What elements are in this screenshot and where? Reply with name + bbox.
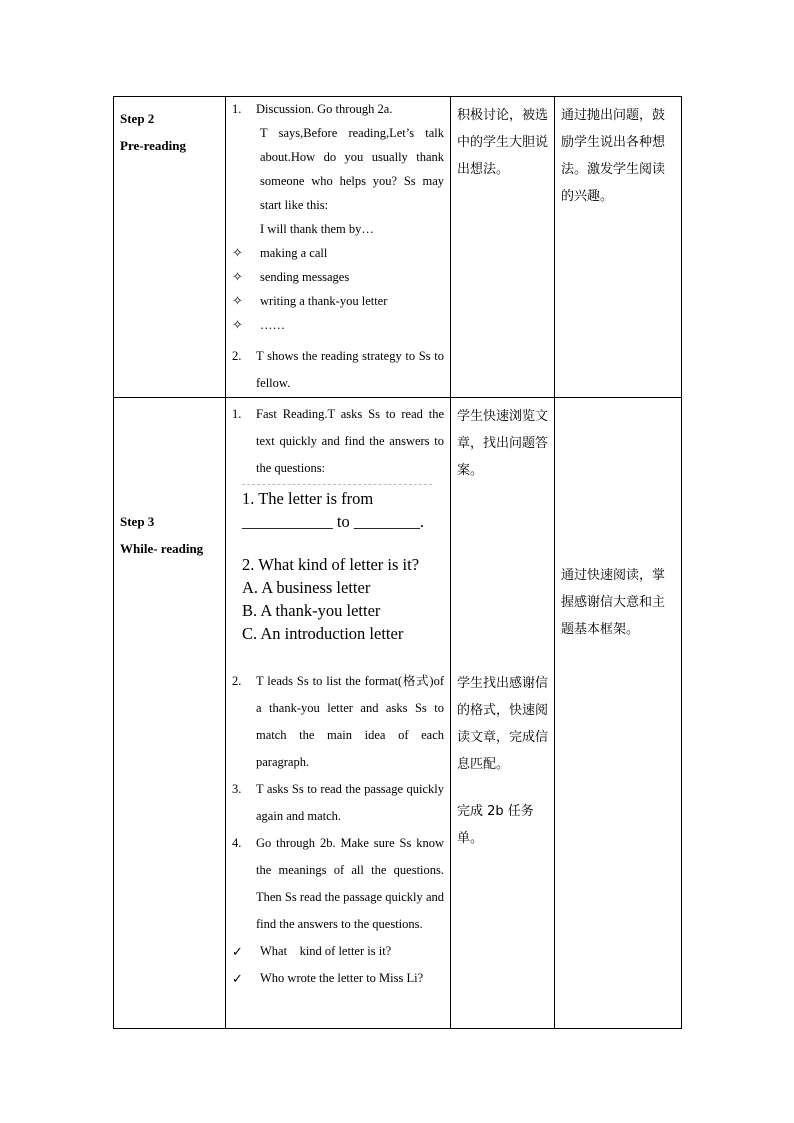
item-number: 2. (232, 349, 242, 363)
step3-student-cell (451, 398, 555, 1029)
purpose-text: 通过快速阅读，掌握感谢信大意和主题基本框架。 (561, 568, 666, 637)
student-activity-text: 完成 2b 任务单。 (457, 804, 534, 846)
step3-title: Step 3 (120, 514, 155, 529)
step2-row (114, 97, 682, 398)
bullet-text: sending messages (260, 270, 350, 284)
item-number: 1. (232, 102, 242, 116)
diamond-bullet-icon: ✧ (232, 317, 243, 332)
bullet-text: writing a thank-you letter (260, 294, 388, 308)
bullet-text: What kind of letter is it? (260, 944, 392, 958)
step3-label-cell (114, 398, 226, 1029)
diamond-bullet-icon: ✧ (232, 269, 243, 284)
purpose-text: 通过抛出问题，鼓励学生说出各种想法。激发学生阅读的兴趣。 (561, 108, 666, 204)
check-bullet-icon: ✓ (232, 971, 243, 986)
question-line: 1. The letter is from (242, 489, 374, 508)
bullet-text: making a call (260, 246, 328, 260)
student-activity-text: 学生找出感谢信的格式，快速阅读文章，完成信息匹配。 (457, 676, 549, 772)
question-line: 2. What kind of letter is it? (242, 555, 420, 574)
check-bullet-icon: ✓ (232, 944, 243, 959)
student-activity-text: 学生快速浏览文章，找出问题答案。 (457, 409, 549, 478)
diamond-bullet-icon: ✧ (232, 293, 243, 308)
step2-purpose-cell (555, 97, 682, 398)
activity-text: I will thank them by… (260, 222, 374, 236)
activity-text: Discussion. Go through 2a. (256, 102, 393, 116)
lesson-plan-table (113, 96, 682, 1029)
activity-text: Go through 2b. Make sure Ss know the meanings of all the questions. Then Ss read the passage quickly and find the answers to the questions. (256, 836, 444, 931)
item-number: 4. (232, 836, 242, 850)
step2-title: Step 2 (120, 111, 155, 126)
option-line: A. A business letter (242, 578, 371, 597)
step2-label-cell (114, 97, 226, 398)
activity-text: T shows the reading strategy to Ss to fellow. (256, 349, 444, 390)
step2-student-cell (451, 97, 555, 398)
student-activity-text: 积极讨论，被选中的学生大胆说出想法。 (457, 108, 549, 177)
step3-row (114, 398, 682, 1029)
diamond-bullet-icon: ✧ (232, 245, 243, 260)
step3-subtitle: While- reading (120, 541, 204, 556)
question-line: ___________ to ________. (242, 512, 424, 531)
step3-purpose-cell (555, 398, 682, 1029)
item-number: 3. (232, 782, 242, 796)
activity-text: Fast Reading.T asks Ss to read the text quickly and find the answers to the questions: (256, 407, 444, 475)
step3-activities-cell (226, 398, 451, 1029)
option-line: C. An introduction letter (242, 624, 404, 643)
step2-activities-cell (226, 97, 451, 398)
bullet-text: Who wrote the letter to Miss Li? (260, 971, 424, 985)
question-block (226, 485, 450, 645)
bullet-text: …… (260, 318, 285, 332)
activity-text: T asks Ss to read the passage quickly again and match. (256, 782, 444, 823)
step2-subtitle: Pre-reading (120, 138, 186, 153)
activity-text: T says,Before reading,Let’s talk about.How do you usually thank someone who helps you? Ss may start like this: (260, 126, 444, 212)
activity-text: T leads Ss to list the format(格式)of a thank-you letter and asks Ss to match the main idea of each paragraph. (256, 674, 444, 769)
item-number: 1. (232, 407, 242, 421)
item-number: 2. (232, 674, 242, 688)
option-line: B. A thank-you letter (242, 601, 381, 620)
